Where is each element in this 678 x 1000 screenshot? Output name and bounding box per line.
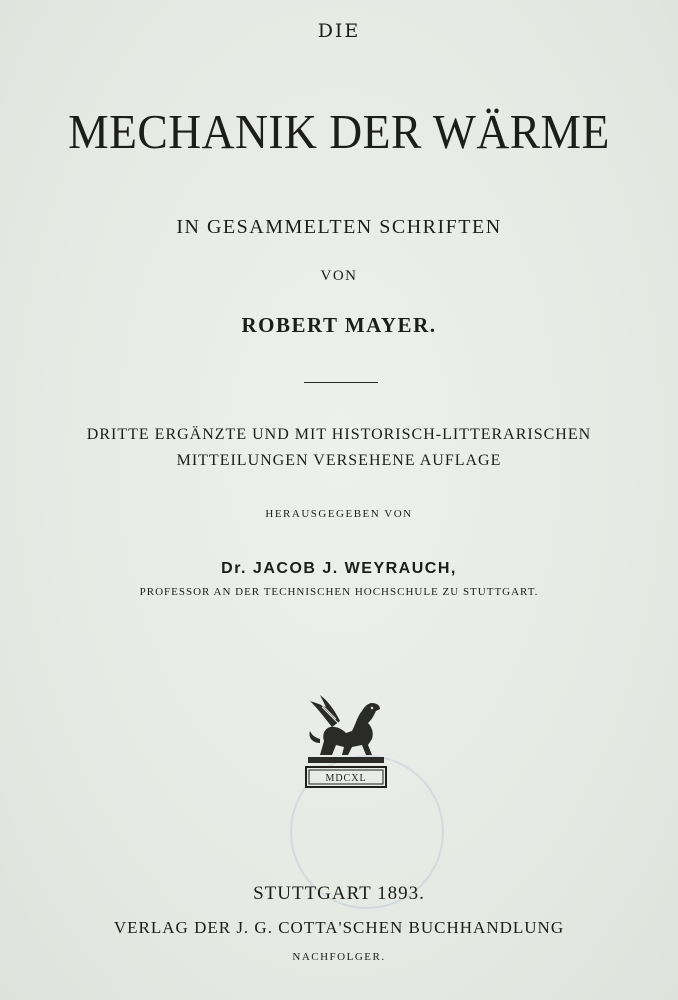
publisher-suffix: NACHFOLGER.: [292, 951, 386, 963]
author-name: ROBERT MAYER.: [241, 313, 437, 337]
subtitle: IN GESAMMELTEN SCHRIFTEN: [176, 216, 502, 238]
emblem-plaque-text: MDCXL: [325, 773, 367, 784]
edition-line-1: DRITTE ERGÄNZTE UND MIT HISTORISCH-LITTERARISCHEN: [86, 426, 592, 443]
publisher-name: VERLAG DER J. G. COTTA'SCHEN BUCHHANDLUNG: [113, 918, 565, 937]
edition-line-2: MITTEILUNGEN VERSEHENE AUFLAGE: [176, 452, 502, 469]
book-title: MECHANIK DER WÄRME: [68, 104, 610, 159]
griffin-emblem-icon: [302, 693, 390, 791]
editor-affiliation: PROFESSOR AN DER TECHNISCHEN HOCHSCHULE ZU STUTTGART.: [139, 586, 539, 598]
imprint-place-year: STUTTGART 1893.: [253, 883, 425, 904]
divider-rule: [304, 382, 378, 383]
by-line: VON: [320, 268, 358, 284]
editor-name: Dr. JACOB J. WEYRAUCH,: [221, 560, 457, 577]
title-article: DIE: [317, 20, 361, 42]
edited-by-label: HERAUSGEGEBEN VON: [265, 508, 413, 520]
